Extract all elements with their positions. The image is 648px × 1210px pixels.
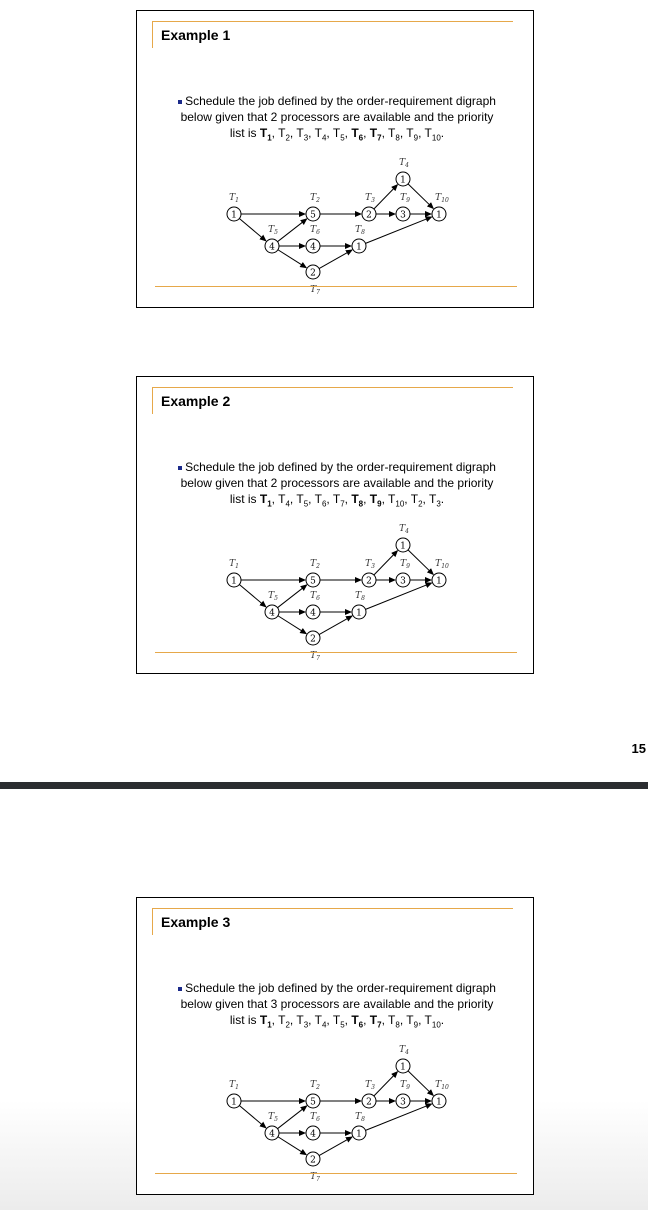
edge-T7-T8: [319, 616, 352, 635]
task-label: $T_6$: [310, 591, 320, 602]
task-node-T8: [352, 591, 366, 619]
task-label: $T_4$: [399, 524, 409, 535]
task-time: 1: [356, 242, 362, 253]
edge-T5-T2: [278, 1106, 307, 1129]
task-node-T3: [362, 193, 376, 221]
task-time: 4: [310, 608, 316, 619]
task-label: $T_9$: [400, 1080, 410, 1091]
digraph-svg: [217, 512, 457, 662]
priority-item: $T_1$: [259, 126, 272, 143]
edge-T8-T10: [365, 583, 431, 609]
task-label: $T_9$: [400, 559, 410, 570]
bullet-icon: [178, 100, 182, 104]
slide-text-line-2: below given that 3 processors are available and the priority: [180, 997, 494, 1011]
task-node-T1: [227, 193, 241, 221]
task-time: 1: [231, 210, 237, 221]
task-label: $T_{10}$: [435, 193, 449, 204]
task-label: $T_7$: [310, 1172, 320, 1183]
task-label: $T_5$: [268, 591, 278, 602]
edge-T8-T10: [365, 217, 431, 243]
priority-item: $T_{10}$: [388, 492, 405, 509]
priority-item: $T_5$: [332, 1013, 345, 1030]
slide-title: Example 1: [161, 27, 231, 43]
slide-example-2: [136, 376, 534, 674]
task-time: 2: [310, 1155, 316, 1166]
task-node-T2: [306, 193, 320, 221]
slide-text-line-1: Schedule the job defined by the order-requirement digraph: [157, 459, 517, 475]
task-label: $T_{10}$: [435, 1080, 449, 1091]
priority-item: $T_5$: [296, 492, 309, 509]
task-label: $T_1$: [229, 1080, 239, 1091]
priority-item: $T_9$: [406, 126, 419, 143]
task-time: 1: [356, 1129, 362, 1140]
slide-title: Example 2: [161, 393, 231, 409]
priority-item: $T_5$: [332, 126, 345, 143]
task-time: 5: [310, 1097, 316, 1108]
task-time: 2: [366, 210, 372, 221]
slide-title-box: [152, 908, 513, 935]
edge-T5-T7: [278, 616, 306, 634]
priority-item: $T_4$: [278, 492, 290, 509]
task-label: $T_7$: [310, 285, 320, 296]
task-node-T9: [396, 1080, 410, 1108]
priority-list: $T_1$, $T_4$, $T_5$, $T_6$, $T_7$, $T_8$, $T_9$, $T_{10}$, $T_2$, $T_3$.: [259, 492, 445, 509]
priority-item: $T_8$: [351, 492, 364, 509]
slide-example-1: [136, 10, 534, 308]
task-time: 3: [400, 210, 406, 221]
task-time: 1: [231, 576, 237, 587]
task-node-T6: [306, 225, 320, 253]
edge-T5-T7: [278, 250, 306, 268]
slide-title-box: [152, 21, 513, 48]
task-node-T6: [306, 591, 320, 619]
slide-bottom-rule: [155, 1173, 517, 1174]
priority-item: $T_3$: [296, 126, 309, 143]
task-time: 5: [310, 576, 316, 587]
edge-T4-T10: [408, 1071, 433, 1096]
edge-T7-T8: [319, 250, 352, 269]
slide-text: [157, 980, 517, 1033]
edge-T4-T10: [408, 550, 433, 575]
task-node-T5: [265, 225, 279, 253]
page-number: 15: [631, 741, 646, 756]
slide-text-line-1: Schedule the job defined by the order-requirement digraph: [157, 93, 517, 109]
task-time: 4: [310, 1129, 316, 1140]
priority-item: $T_{10}$: [424, 126, 441, 143]
task-time: 1: [436, 576, 442, 587]
task-time: 4: [269, 608, 275, 619]
task-time: 4: [310, 242, 316, 253]
task-node-T10: [432, 193, 449, 221]
slide-text: [157, 459, 517, 512]
slide-title: Example 3: [161, 914, 231, 930]
priority-item: $T_7$: [332, 492, 345, 509]
priority-item: $T_6$: [351, 1013, 364, 1030]
task-node-T1: [227, 1080, 241, 1108]
task-label: $T_9$: [400, 193, 410, 204]
task-label: $T_2$: [310, 193, 320, 204]
slide-text-line-3: list is $T_1$, $T_2$, $T_3$, $T_4$, $T_5$, $T_6$, $T_7$, $T_8$, $T_9$, $T_{10}$.: [229, 126, 445, 143]
priority-item: $T_2$: [278, 126, 290, 143]
task-time: 2: [310, 634, 316, 645]
task-node-T8: [352, 1112, 366, 1140]
priority-item: $T_9$: [406, 1013, 419, 1030]
task-node-T4: [396, 1045, 410, 1073]
task-time: 2: [366, 1097, 372, 1108]
edge-T7-T8: [319, 1137, 352, 1156]
task-time: 3: [400, 1097, 406, 1108]
task-label: $T_7$: [310, 651, 320, 662]
priority-item: $T_7$: [369, 1013, 382, 1030]
task-node-T7: [306, 631, 320, 662]
task-label: $T_8$: [355, 225, 365, 236]
edge-T3-T4: [374, 551, 398, 575]
edge-T3-T4: [374, 1072, 398, 1096]
task-node-T7: [306, 1152, 320, 1183]
task-time: 1: [400, 175, 406, 186]
slide-text-line-3: list is $T_1$, $T_2$, $T_3$, $T_4$, $T_5$, $T_6$, $T_7$, $T_8$, $T_9$, $T_{10}$.: [229, 1013, 445, 1030]
order-requirement-digraph: [217, 512, 457, 662]
task-label: $T_8$: [355, 1112, 365, 1123]
task-label: $T_3$: [365, 193, 375, 204]
slide-text: [157, 93, 517, 146]
task-label: $T_3$: [365, 559, 375, 570]
slide-example-3: [136, 897, 534, 1195]
priority-item: $T_8$: [388, 1013, 400, 1030]
task-node-T4: [396, 524, 410, 552]
priority-item: $T_6$: [314, 492, 327, 509]
bullet-icon: [178, 987, 182, 991]
task-node-T1: [227, 559, 241, 587]
priority-item: $T_3$: [429, 492, 441, 509]
priority-list: $T_1$, $T_2$, $T_3$, $T_4$, $T_5$, $T_6$, $T_7$, $T_8$, $T_9$, $T_{10}$.: [259, 126, 445, 143]
order-requirement-digraph: [217, 1033, 457, 1183]
task-node-T3: [362, 559, 376, 587]
priority-item: $T_9$: [369, 492, 382, 509]
edge-T3-T4: [374, 185, 398, 209]
edge-T1-T5: [239, 219, 266, 241]
task-label: $T_5$: [268, 225, 278, 236]
priority-item: $T_2$: [410, 492, 423, 509]
task-node-T4: [396, 158, 410, 186]
slide-bottom-rule: [155, 652, 517, 653]
priority-item: $T_{10}$: [424, 1013, 441, 1030]
edge-T1-T5: [239, 1106, 266, 1128]
bullet-icon: [178, 466, 182, 470]
priority-item: $T_2$: [278, 1013, 290, 1030]
task-node-T3: [362, 1080, 376, 1108]
task-time: 3: [400, 576, 406, 587]
task-time: 1: [400, 541, 406, 552]
task-label: $T_2$: [310, 1080, 320, 1091]
order-requirement-digraph: [217, 146, 457, 296]
slide-bottom-rule: [155, 286, 517, 287]
task-label: $T_3$: [365, 1080, 375, 1091]
slide-text-line-3: list is $T_1$, $T_4$, $T_5$, $T_6$, $T_7$, $T_8$, $T_9$, $T_{10}$, $T_2$, $T_3$.: [229, 492, 445, 509]
edge-T5-T2: [278, 585, 307, 608]
task-label: $T_4$: [399, 158, 409, 169]
task-node-T5: [265, 591, 279, 619]
task-label: $T_6$: [310, 225, 320, 236]
task-node-T8: [352, 225, 366, 253]
edge-T5-T2: [278, 219, 307, 242]
slide-text-line-1: Schedule the job defined by the order-requirement digraph: [157, 980, 517, 996]
task-label: $T_1$: [229, 193, 239, 204]
task-node-T9: [396, 193, 410, 221]
task-time: 5: [310, 210, 316, 221]
task-label: $T_1$: [229, 559, 239, 570]
task-node-T5: [265, 1112, 279, 1140]
priority-item: $T_8$: [388, 126, 400, 143]
priority-item: $T_3$: [296, 1013, 309, 1030]
task-time: 1: [400, 1062, 406, 1073]
priority-list: $T_1$, $T_2$, $T_3$, $T_4$, $T_5$, $T_6$, $T_7$, $T_8$, $T_9$, $T_{10}$.: [259, 1013, 445, 1030]
task-time: 1: [356, 608, 362, 619]
task-time: 4: [269, 1129, 275, 1140]
priority-item: $T_1$: [259, 1013, 272, 1030]
task-time: 1: [436, 210, 442, 221]
page-separator: [0, 782, 648, 789]
task-node-T2: [306, 1080, 320, 1108]
task-label: $T_{10}$: [435, 559, 449, 570]
slide-text-line-2: below given that 2 processors are available and the priority: [180, 476, 494, 490]
task-time: 4: [269, 242, 275, 253]
task-time: 2: [366, 576, 372, 587]
task-node-T10: [432, 559, 449, 587]
digraph-svg: [217, 1033, 457, 1183]
digraph-svg: [217, 146, 457, 296]
task-label: $T_8$: [355, 591, 365, 602]
task-node-T2: [306, 559, 320, 587]
task-time: 1: [231, 1097, 237, 1108]
priority-item: $T_6$: [351, 126, 364, 143]
task-node-T7: [306, 265, 320, 296]
priority-item: $T_4$: [314, 1013, 327, 1030]
slide-title-box: [152, 387, 513, 414]
task-time: 1: [436, 1097, 442, 1108]
task-label: $T_5$: [268, 1112, 278, 1123]
task-time: 2: [310, 268, 316, 279]
priority-item: $T_4$: [314, 126, 327, 143]
task-label: $T_4$: [399, 1045, 409, 1056]
task-node-T10: [432, 1080, 449, 1108]
priority-item: $T_7$: [369, 126, 382, 143]
edge-T1-T5: [239, 585, 266, 607]
task-label: $T_6$: [310, 1112, 320, 1123]
task-node-T6: [306, 1112, 320, 1140]
slide-text-line-2: below given that 2 processors are available and the priority: [180, 110, 494, 124]
edge-T4-T10: [408, 184, 433, 209]
task-label: $T_2$: [310, 559, 320, 570]
priority-item: $T_1$: [259, 492, 272, 509]
edge-T5-T7: [278, 1137, 306, 1155]
task-node-T9: [396, 559, 410, 587]
edge-T8-T10: [365, 1104, 431, 1130]
